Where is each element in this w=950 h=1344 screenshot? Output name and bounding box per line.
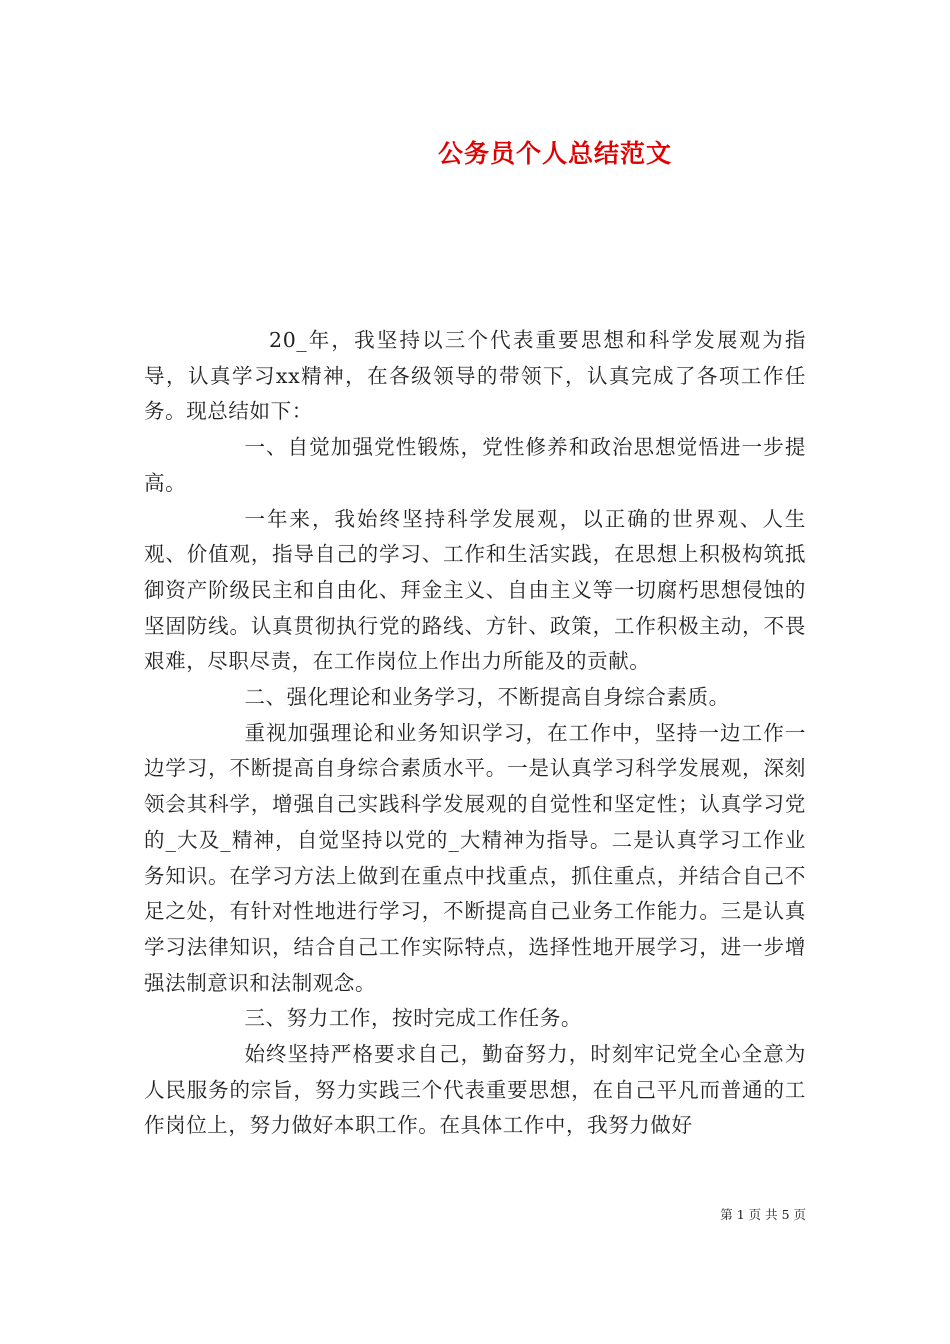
page-number-footer: 第 1 页 共 5 页 [720, 1207, 806, 1222]
paragraph-section-2: 重视加强理论和业务知识学习，在工作中，坚持一边工作一边学习，不断提高自身综合素质水平。一是认真学习科学发展观，深刻领会其科学，增强自己实践科学发展观的自觉性和坚定性；认真学习党的_大及_精神，自觉坚持以党的_大精神为指导。二是认真学习工作业务知识。在学习方法上做到在重点中找重点，抓住重点，并结合自己不足之处，有针对性地进行学习，不断提高自己业务工作能力。三是认真学习法律知识，结合自己工作实际特点，选择性地开展学习，进一步增强法制意识和法制观念。 [144, 720, 806, 995]
section-heading-2: 二、强化理论和业务学习，不断提高自身综合素质。 [244, 685, 730, 710]
paragraph-section-3: 始终坚持严格要求自己，勤奋努力，时刻牢记党全心全意为人民服务的宗旨，努力实践三个代表重要思想，在自己平凡而普通的工作岗位上，努力做好本职工作。在具体工作中，我努力做好 [144, 1042, 806, 1138]
document-title: 公务员个人总结范文 [437, 139, 672, 168]
section-heading-1: 一、自觉加强党性锻炼，党性修养和政治思想觉悟进一步提高。 [144, 435, 806, 495]
paragraph-section-1: 一年来，我始终坚持科学发展观，以正确的世界观、人生观、价值观，指导自己的学习、工作和生活实践，在思想上积极构筑抵御资产阶级民主和自由化、拜金主义、自由主义等一切腐朽思想侵蚀的坚固防线。认真贯彻执行党的路线、方针、政策，工作积极主动，不畏艰难，尽职尽责，在工作岗位上作出力所能及的贡献。 [144, 506, 806, 674]
section-heading-3: 三、努力工作，按时完成工作任务。 [244, 1006, 583, 1031]
document-body [144, 323, 806, 1144]
paragraph-intro: 20_年，我坚持以三个代表重要思想和科学发展观为指导，认真学习xx精神，在各级领导的带领下，认真完成了各项工作任务。现总结如下： [144, 328, 806, 424]
